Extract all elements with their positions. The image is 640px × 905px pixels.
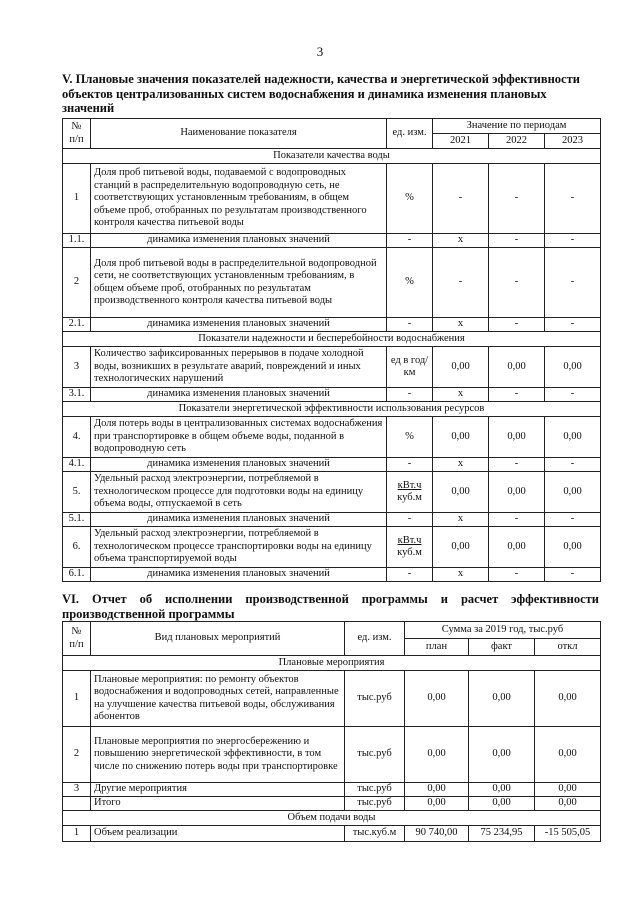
header-year: 2021 xyxy=(433,134,489,149)
table-row xyxy=(63,318,601,332)
row-value: х xyxy=(433,458,489,472)
row-name: Удельный расход электроэнергии, потребляемой в технологическом процессе транспортировки воды на единицу объема транспортируемой воды xyxy=(91,527,387,568)
row-value: - xyxy=(545,234,601,248)
header-period: Значение по периодам xyxy=(433,119,601,134)
row-value: 0,00 xyxy=(545,417,601,458)
row-unit xyxy=(387,472,433,513)
group-title: Плановые мероприятия xyxy=(63,656,601,671)
row-value: - xyxy=(433,248,489,318)
row-unit: - xyxy=(387,458,433,472)
group-title: Показатели качества воды xyxy=(63,149,601,164)
row-value: - xyxy=(545,568,601,582)
row-value: - xyxy=(489,164,545,234)
row-name: Доля потерь воды в централизованных системах водоснабжения при транспортировке в общем объеме воды, поданной в водопроводную сеть xyxy=(91,417,387,458)
header-deviation: откл xyxy=(535,639,601,656)
header-year: 2023 xyxy=(545,134,601,149)
row-unit: тыс.руб xyxy=(345,727,405,783)
row-num: 4.1. xyxy=(63,458,91,472)
row-unit: - xyxy=(387,513,433,527)
row-value: 0,00 xyxy=(489,472,545,513)
row-deviation: 0,00 xyxy=(535,783,601,797)
table-row xyxy=(63,164,601,234)
row-name: Итого xyxy=(91,797,345,811)
row-num: 2 xyxy=(63,727,91,783)
row-plan: 0,00 xyxy=(405,671,469,727)
table-header-row xyxy=(63,119,601,134)
table-row xyxy=(63,797,601,811)
header-name: Наименование показателя xyxy=(91,119,387,149)
row-num: 5.1. xyxy=(63,513,91,527)
table-row xyxy=(63,513,601,527)
row-name: динамика изменения плановых значений xyxy=(91,234,387,248)
page-number: 3 xyxy=(316,44,324,59)
row-value: - xyxy=(433,164,489,234)
row-value: х xyxy=(433,388,489,402)
row-name: динамика изменения плановых значений xyxy=(91,388,387,402)
header-name: Вид плановых мероприятий xyxy=(91,622,345,656)
row-fact: 0,00 xyxy=(469,671,535,727)
row-name: динамика изменения плановых значений xyxy=(91,318,387,332)
row-deviation: 0,00 xyxy=(535,671,601,727)
section-5-table xyxy=(62,118,601,582)
row-unit: ед в год/ км xyxy=(387,347,433,388)
table-row xyxy=(63,727,601,783)
row-unit: % xyxy=(387,248,433,318)
row-num: 2 xyxy=(63,248,91,318)
header-year: 2022 xyxy=(489,134,545,149)
row-value: 0,00 xyxy=(433,417,489,458)
group-row xyxy=(63,332,601,347)
row-deviation: 0,00 xyxy=(535,727,601,783)
row-unit: % xyxy=(387,417,433,458)
header-num: № п/п xyxy=(63,119,91,149)
row-num: 2.1. xyxy=(63,318,91,332)
table-header-row xyxy=(63,622,601,639)
row-name: Удельный расход электроэнергии, потребляемой в технологическом процессе для подготовки воды на единицу объема воды, отпускаемой в сеть xyxy=(91,472,387,513)
row-name: динамика изменения плановых значений xyxy=(91,513,387,527)
row-num: 1 xyxy=(63,671,91,727)
row-unit: - xyxy=(387,234,433,248)
row-value: 0,00 xyxy=(489,527,545,568)
table-row xyxy=(63,458,601,472)
row-value: 0,00 xyxy=(433,347,489,388)
row-num: 6. xyxy=(63,527,91,568)
row-deviation: -15 505,05 xyxy=(535,826,601,842)
row-value: - xyxy=(545,388,601,402)
row-name: динамика изменения плановых значений xyxy=(91,568,387,582)
row-value: - xyxy=(489,568,545,582)
row-value: 0,00 xyxy=(489,347,545,388)
unit-numerator: кВт.ч xyxy=(397,534,422,546)
row-name: Количество зафиксированных перерывов в подаче холодной воды, возникших в результате аварий, повреждений и иных технологических нарушений xyxy=(91,347,387,388)
row-value: х xyxy=(433,234,489,248)
row-name: Доля проб питьевой воды в распределительной водопроводной сети, не соответствующих установленным требованиям, в общем объеме проб, отобранных по результатам производственного контроля качества питьевой воды xyxy=(91,248,387,318)
row-name: динамика изменения плановых значений xyxy=(91,458,387,472)
table-row xyxy=(63,417,601,458)
row-unit: - xyxy=(387,318,433,332)
row-name: Плановые мероприятия: по ремонту объектов водоснабжения и водопроводных сетей, направленные на улучшение качества питьевой воды, обслуживания абонентов xyxy=(91,671,345,727)
table-row xyxy=(63,472,601,513)
header-unit: ед. изм. xyxy=(345,622,405,656)
row-unit xyxy=(387,527,433,568)
header-num: № п/п xyxy=(63,622,91,656)
row-unit: тыс.куб.м xyxy=(345,826,405,842)
row-value: - xyxy=(545,458,601,472)
row-value: - xyxy=(489,388,545,402)
row-plan: 0,00 xyxy=(405,727,469,783)
row-value: х xyxy=(433,318,489,332)
row-value: 0,00 xyxy=(433,527,489,568)
row-num: 1 xyxy=(63,164,91,234)
unit-numerator: кВт.ч xyxy=(397,479,422,491)
table-row xyxy=(63,568,601,582)
table-row xyxy=(63,783,601,797)
row-value: - xyxy=(489,248,545,318)
row-unit: - xyxy=(387,568,433,582)
row-num: 3.1. xyxy=(63,388,91,402)
group-row xyxy=(63,811,601,826)
group-row xyxy=(63,149,601,164)
group-row xyxy=(63,402,601,417)
row-value: - xyxy=(489,458,545,472)
row-name: Объем реализации xyxy=(91,826,345,842)
row-value: - xyxy=(545,513,601,527)
table-row xyxy=(63,388,601,402)
row-name: Доля проб питьевой воды, подаваемой с водопроводных станций в распределительную водопроводную сеть, не соответствующих установленным требованиям, в общем объеме проб, отобранных по результатам производственного контроля качества питьевой воды xyxy=(91,164,387,234)
row-plan: 0,00 xyxy=(405,783,469,797)
row-fact: 0,00 xyxy=(469,797,535,811)
row-value: - xyxy=(489,318,545,332)
row-value: 0,00 xyxy=(489,417,545,458)
row-num: 3 xyxy=(63,347,91,388)
table-row xyxy=(63,527,601,568)
row-unit: - xyxy=(387,388,433,402)
row-num: 6.1. xyxy=(63,568,91,582)
row-num: 4. xyxy=(63,417,91,458)
row-value: 0,00 xyxy=(545,347,601,388)
row-unit: тыс.руб xyxy=(345,783,405,797)
row-value: х xyxy=(433,568,489,582)
row-fact: 75 234,95 xyxy=(469,826,535,842)
row-plan: 90 740,00 xyxy=(405,826,469,842)
row-fact: 0,00 xyxy=(469,727,535,783)
section-6-table xyxy=(62,621,601,842)
row-value: - xyxy=(545,248,601,318)
header-fact: факт xyxy=(469,639,535,656)
unit-denominator: куб.м xyxy=(397,547,422,558)
row-fact: 0,00 xyxy=(469,783,535,797)
table-row xyxy=(63,234,601,248)
row-unit: % xyxy=(387,164,433,234)
row-plan: 0,00 xyxy=(405,797,469,811)
row-num: 1 xyxy=(63,826,91,842)
section-5-title: V. Плановые значения показателей надежности, качества и энергетической эффективности объектов централизованных систем водоснабжения и динамика изменения плановых значений xyxy=(62,72,580,115)
section-6-title: VI. Отчет об исполнении производственной программы и расчет эффективности производственной программы xyxy=(62,592,599,621)
group-row xyxy=(63,656,601,671)
group-title: Показатели надежности и бесперебойности водоснабжения xyxy=(63,332,601,347)
row-value: 0,00 xyxy=(545,472,601,513)
group-title: Показатели энергетической эффективности использования ресурсов xyxy=(63,402,601,417)
group-title: Объем подачи воды xyxy=(63,811,601,826)
row-value: х xyxy=(433,513,489,527)
header-plan: план xyxy=(405,639,469,656)
table-row xyxy=(63,671,601,727)
table-row xyxy=(63,347,601,388)
table-row xyxy=(63,826,601,842)
row-value: - xyxy=(545,164,601,234)
header-sum: Сумма за 2019 год, тыс.руб xyxy=(405,622,601,639)
row-value: - xyxy=(489,513,545,527)
row-value: 0,00 xyxy=(545,527,601,568)
row-num: 1.1. xyxy=(63,234,91,248)
row-num: 5. xyxy=(63,472,91,513)
row-deviation: 0,00 xyxy=(535,797,601,811)
unit-denominator: куб.м xyxy=(397,492,422,503)
row-unit: тыс.руб xyxy=(345,797,405,811)
row-value: - xyxy=(545,318,601,332)
row-unit: тыс.руб xyxy=(345,671,405,727)
row-num: 3 xyxy=(63,783,91,797)
row-value: - xyxy=(489,234,545,248)
row-num xyxy=(63,797,91,811)
row-name: Другие мероприятия xyxy=(91,783,345,797)
row-name: Плановые мероприятия по энергосбережению и повышению энергетической эффективности, в том числе по снижению потерь воды при транспортировке xyxy=(91,727,345,783)
table-row xyxy=(63,248,601,318)
header-unit: ед. изм. xyxy=(387,119,433,149)
row-value: 0,00 xyxy=(433,472,489,513)
